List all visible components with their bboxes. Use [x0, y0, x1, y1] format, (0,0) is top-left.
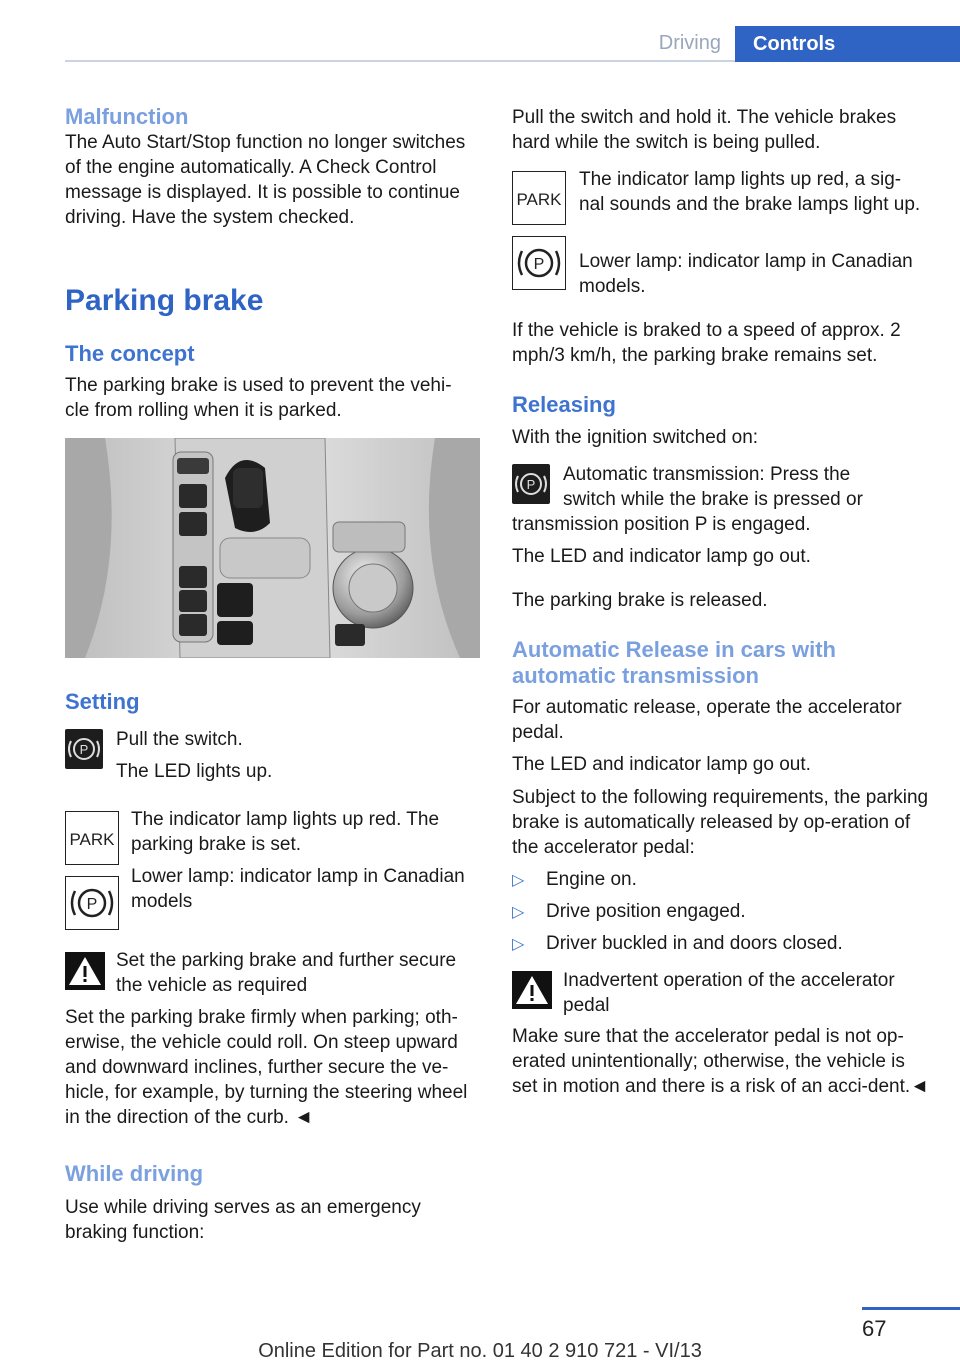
setting-heading: Setting: [65, 689, 140, 714]
led-lights-text: The LED lights up.: [116, 761, 273, 782]
led-out-text-2: The LED and indicator lamp go out.: [512, 754, 811, 775]
warning-title-2: Inadvertent operation of the accelerator pedal: [563, 970, 895, 1016]
edition-footer: Online Edition for Part no. 01 40 2 910 721 - VI/13: [258, 1340, 702, 1362]
list-item: [512, 899, 932, 931]
svg-text:PARK: PARK: [516, 190, 562, 209]
page-number: 67: [862, 1316, 887, 1341]
malfunction-text: The Auto Start/Stop function no longer switches of the engine automatically. A Check Control message is displayed. It is possible to continue driving. Have the system checked.: [65, 132, 466, 228]
while-driving-heading: While driving: [65, 1161, 204, 1186]
releasing-heading: Releasing: [512, 392, 616, 417]
list-item-text: Engine on.: [546, 869, 637, 890]
svg-text:P: P: [533, 256, 545, 273]
list-item-text: Driver buckled in and doors closed.: [546, 933, 843, 954]
console-illustration: [65, 438, 480, 658]
led-out-text: The LED and indicator lamp go out.: [512, 546, 811, 567]
list-item: [512, 867, 932, 899]
indicator-red-text: The indicator lamp lights up red. The parking brake is set.: [131, 809, 440, 855]
tab-driving[interactable]: Driving: [658, 32, 721, 54]
warning-text-2: Make sure that the accelerator pedal is not op‐erated unintentionally; otherwise, the vehicle is set in motion and there is a risk of an acci‐dent.◄: [512, 1026, 929, 1097]
svg-text:P: P: [86, 896, 98, 913]
svg-text:P: P: [526, 477, 536, 492]
p-indicator-icon-2: [512, 236, 566, 290]
triangle-bullet-icon: ▷: [512, 904, 525, 921]
concept-text: The parking brake is used to prevent the vehi‐cle from rolling when it is parked.: [65, 375, 452, 421]
park-indicator-icon: [65, 811, 119, 865]
list-item: [512, 931, 932, 963]
lower-lamp-text-2: Lower lamp: indicator lamp in Canadian models.: [579, 251, 913, 297]
park-indicator-icon-2: [512, 171, 566, 225]
console-photo: [65, 438, 480, 658]
malfunction-heading: Malfunction: [65, 104, 189, 129]
auto-release-text: For automatic release, operate the accelerator pedal.: [512, 697, 902, 743]
list-item-text: Drive position engaged.: [546, 901, 746, 922]
released-text: The parking brake is released.: [512, 590, 768, 611]
p-indicator-icon: [65, 876, 119, 930]
while-driving-text: Use while driving serves as an emergency braking function:: [65, 1197, 421, 1243]
triangle-bullet-icon: ▷: [512, 936, 525, 953]
triangle-bullet-icon: ▷: [512, 872, 525, 889]
tab-controls[interactable]: Controls: [735, 26, 960, 62]
warning-icon-2: [512, 971, 552, 1009]
auto-release-heading: Automatic Release in cars with automatic transmission: [512, 637, 836, 688]
svg-text:PARK: PARK: [69, 830, 115, 849]
auto-trans-line3: transmission position P is engaged.: [512, 514, 811, 535]
left-column: [65, 104, 480, 230]
indicator-red-sig-text: The indicator lamp lights up red, a sig‐nal sounds and the brake lamps light up.: [579, 169, 921, 215]
requirements-list: [512, 867, 932, 963]
footer-rule: [862, 1307, 960, 1310]
parking-brake-heading: Parking brake: [65, 284, 264, 317]
warning-icon: [65, 952, 105, 990]
auto-trans-line2: switch while the brake is pressed or: [563, 489, 863, 510]
lower-lamp-text: Lower lamp: indicator lamp in Canadian models: [131, 866, 465, 912]
parking-brake-switch-icon-2: [512, 464, 550, 504]
requirements-text: Subject to the following requirements, the parking brake is automatically released by op‐eration of the accelerator pedal:: [512, 787, 929, 858]
warning-text: Set the parking brake firmly when parking; oth‐erwise, the vehicle could roll. On steep upward and downward inclines, further secure the ve‐hicle, for example, by turning the steering wheel in the direction of the curb. ◄: [65, 1007, 468, 1128]
concept-heading: The concept: [65, 341, 195, 366]
pull-switch-text: Pull the switch.: [116, 729, 243, 750]
auto-trans-line1: Automatic transmission: Press the: [563, 464, 851, 485]
warning-title: Set the parking brake and further secure the vehicle as required: [116, 950, 457, 996]
svg-text:P: P: [79, 742, 89, 757]
ignition-on-text: With the ignition switched on:: [512, 427, 759, 448]
braked-speed-text: If the vehicle is braked to a speed of approx. 2 mph/3 km/h, the parking brake remains set.: [512, 320, 901, 366]
pull-hold-text: Pull the switch and hold it. The vehicle brakes hard while the switch is being pulled.: [512, 107, 897, 153]
parking-brake-switch-icon: [65, 729, 103, 769]
